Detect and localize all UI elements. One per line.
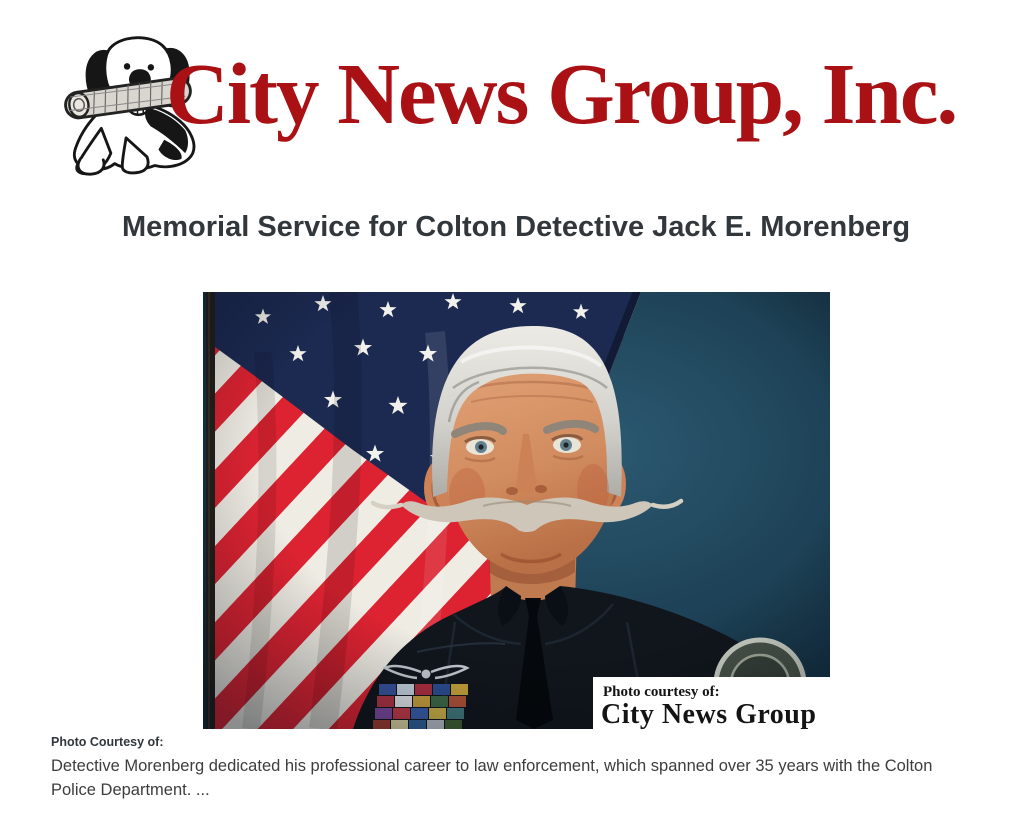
article-headline: Memorial Service for Colton Detective Jack E. Morenberg [121, 211, 911, 243]
site-logo-link[interactable] [50, 12, 980, 178]
officer-portrait-photo [203, 292, 830, 729]
watermark-line1: Photo courtesy of: [603, 684, 720, 700]
article-body-text: Detective Morenberg dedicated his professional career to law enforcement, which spanned over 35 years with the Colton Police Department. ... [51, 757, 933, 799]
watermark-line2: City News Group [601, 699, 817, 729]
photo-credit-label: Photo Courtesy of: [51, 735, 164, 749]
article-photo-figure [203, 292, 830, 729]
photo-watermark [593, 677, 830, 729]
site-logo-text: City News Group, Inc. [166, 45, 957, 142]
